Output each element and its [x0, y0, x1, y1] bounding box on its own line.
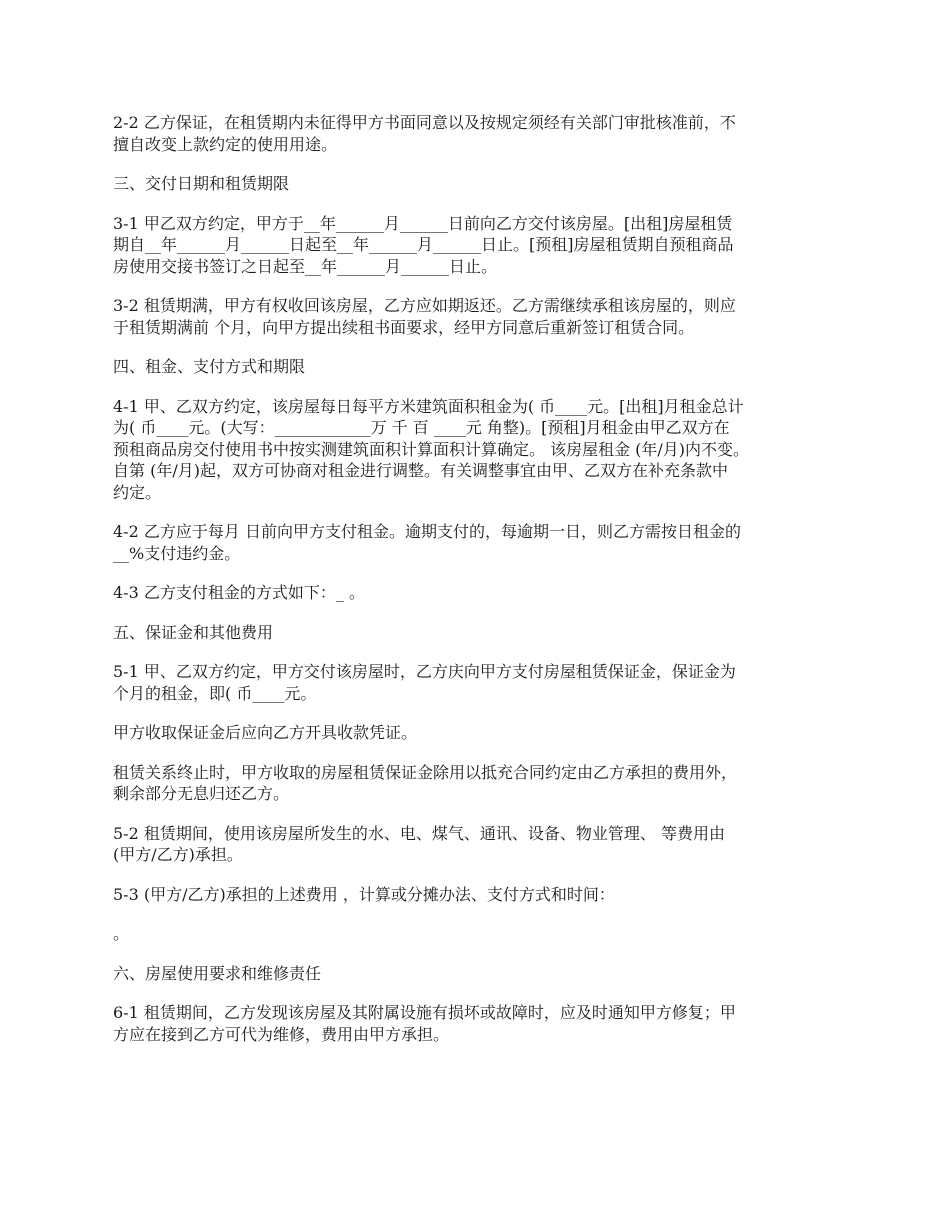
text-line: 3-2 租赁期满，甲方有权收回该房屋，乙方应如期返还。乙方需继续承租该房屋的，则应	[113, 296, 736, 315]
text-line: 6-1 租赁期间，乙方发现该房屋及其附属设施有损坏或故障时，应及时通知甲方修复；甲	[113, 1003, 736, 1022]
paragraph-3-2	[113, 295, 843, 338]
section-heading-4	[113, 356, 843, 378]
paragraph-period	[113, 923, 843, 945]
section-heading-5	[113, 622, 843, 644]
paragraph-3-1	[113, 213, 843, 278]
text-line: 六、房屋使用要求和维修责任	[113, 963, 322, 983]
paragraph-4-3	[113, 582, 843, 604]
text-line: 方应在接到乙方可代为维修，费用由甲方承担。	[113, 1024, 450, 1044]
paragraph-4-1	[113, 396, 843, 504]
text-line: 四、租金、支付方式和期限	[113, 357, 306, 376]
text-line: 预租商品房交付使用书中按实测建筑面积计算面积计算确定。 该房屋租金 (年/月)内不变。	[113, 439, 750, 459]
paragraph-5-3	[113, 884, 843, 906]
text-line: 5-3 (甲方/乙方)承担的上述费用 ，计算或分摊办法、支付方式和时间：	[113, 884, 615, 904]
text-line: 。	[113, 924, 130, 943]
text-line: 约定。	[113, 482, 162, 502]
text-line: 于租赁期满前 个月，向甲方提出续租书面要求，经甲方同意后重新签订租赁合同。	[113, 317, 695, 337]
paragraph-deposit-receipt	[113, 722, 843, 744]
paragraph-deposit-return	[113, 762, 843, 805]
text-line: 擅自改变上款约定的使用用途。	[113, 134, 338, 154]
text-line: 三、交付日期和租赁期限	[113, 174, 290, 193]
text-line: 3-1 甲乙双方约定，甲方于__年______月______日前向乙方交付该房屋。[出租]房屋租赁	[113, 213, 733, 233]
text-line: 五、保证金和其他费用	[113, 622, 274, 642]
text-line: 为( 币____元。(大写：____________万 千 百 ____元 角整)。[预租]月租金由甲乙双方在	[113, 418, 730, 437]
text-line: 剩余部分无息归还乙方。	[113, 784, 290, 803]
text-line: 期自__年______月______日起至__年______月______日止。[预租]房屋租赁期自预租商品	[113, 235, 734, 254]
text-line: (甲方/乙方)承担。	[113, 845, 243, 864]
text-line: 房使用交接书签订之日起至__年______月______日止。	[113, 256, 498, 276]
paragraph-2-2	[113, 112, 843, 155]
text-line: 4-2 乙方应于每月 日前向甲方支付租金。逾期支付的，每逾期一日，则乙方需按日租金的	[113, 522, 741, 541]
paragraph-5-1	[113, 661, 843, 704]
section-heading-3	[113, 173, 843, 195]
document-page	[113, 112, 843, 1063]
text-line: 2-2 乙方保证，在租赁期内未征得甲方书面同意以及按规定须经有关部门审批核准前，不	[113, 113, 736, 132]
text-line: 5-2 租赁期间，使用该房屋所发生的水、电、煤气、通讯、设备、物业管理、 等费用由	[113, 823, 725, 843]
text-line: 甲方收取保证金后应向乙方开具收款凭证。	[113, 723, 418, 742]
text-line: 个月的租金，即( 币____元。	[113, 683, 317, 703]
section-heading-6	[113, 963, 843, 985]
text-line: 自第 (年/月)起，双方可协商对租金进行调整。有关调整事宜由甲、乙双方在补充条款中	[113, 461, 728, 480]
text-line: 5-1 甲、乙双方约定，甲方交付该房屋时，乙方庆向甲方支付房屋租赁保证金，保证金为	[113, 662, 736, 681]
paragraph-4-2	[113, 521, 843, 564]
text-line: 4-1 甲、乙双方约定，该房屋每日每平方米建筑面积租金为( 币____元。[出租]月租金总计	[113, 396, 744, 416]
text-line: 4-3 乙方支付租金的方式如下：_ 。	[113, 583, 365, 602]
paragraph-6-1	[113, 1002, 843, 1045]
paragraph-5-2	[113, 823, 843, 866]
text-line: __%支付违约金。	[113, 543, 241, 563]
text-line: 租赁关系终止时，甲方收取的房屋租赁保证金除用以抵充合同约定由乙方承担的费用外，	[113, 762, 738, 782]
